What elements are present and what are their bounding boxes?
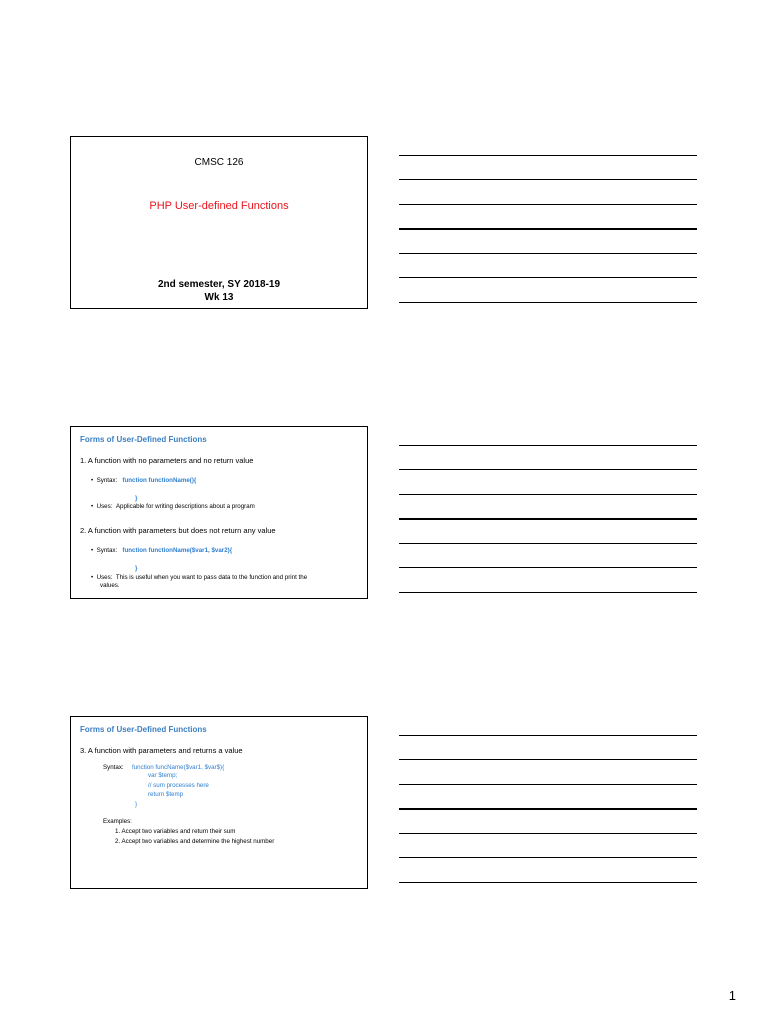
slide-topic: PHP User-defined Functions xyxy=(149,200,289,212)
syntax-label: Syntax: xyxy=(103,764,124,771)
note-line xyxy=(399,494,697,495)
example-item: 2. Accept two variables and determine the highest number xyxy=(115,838,275,845)
code-line: return $temp xyxy=(148,791,184,798)
note-line xyxy=(399,228,697,230)
close-brace: } xyxy=(135,495,138,502)
code-line: var $temp; xyxy=(148,772,178,779)
examples-label: Examples: xyxy=(103,818,132,825)
note-line xyxy=(399,179,697,180)
note-line xyxy=(399,253,697,254)
slide-1-title xyxy=(70,136,368,309)
close-brace: } xyxy=(135,565,138,572)
note-line xyxy=(399,445,697,446)
syntax-label: Syntax: xyxy=(96,477,118,484)
semester: 2nd semester, SY 2018-19 xyxy=(157,279,281,290)
note-line xyxy=(399,302,697,303)
slide-heading: Forms of User-Defined Functions xyxy=(80,435,207,444)
note-line xyxy=(399,808,697,810)
page-number: 1 xyxy=(728,988,736,1003)
note-line xyxy=(399,277,697,278)
code-line: // sum processes here xyxy=(148,782,209,789)
note-line xyxy=(399,759,697,760)
course-code: CMSC 126 xyxy=(194,157,244,168)
note-line xyxy=(399,735,697,736)
code-line: function funcName($var1, $var$){ xyxy=(132,764,225,771)
form-item-3: 3. A function with parameters and returns a value xyxy=(80,746,243,755)
note-line xyxy=(399,592,697,593)
week: Wk 13 xyxy=(204,292,234,303)
example-item: 1. Accept two variables and return their sum xyxy=(115,828,236,835)
note-line xyxy=(399,204,697,205)
slide-3-forms xyxy=(70,716,368,889)
semester-info xyxy=(71,278,367,304)
note-line xyxy=(399,882,697,883)
uses-label: Uses: xyxy=(96,574,113,581)
syntax-code: function functionName(){ xyxy=(122,477,197,484)
note-line xyxy=(399,833,697,834)
note-line xyxy=(399,155,697,156)
slide-2-forms xyxy=(70,426,368,599)
code-line: } xyxy=(135,801,138,808)
syntax-code: function functionName($var1, $var2){ xyxy=(122,547,233,554)
uses-row-2 xyxy=(91,574,307,582)
syntax-row-1 xyxy=(91,477,196,485)
bullet: • xyxy=(91,574,97,581)
note-line xyxy=(399,543,697,544)
note-line xyxy=(399,469,697,470)
note-line xyxy=(399,784,697,785)
bullet: • xyxy=(91,477,97,484)
bullet: • xyxy=(91,503,97,510)
uses-label: Uses: xyxy=(96,503,113,510)
form-item-1: 1. A function with no parameters and no return value xyxy=(80,456,254,465)
uses-row-1 xyxy=(91,503,255,511)
bullet: • xyxy=(91,547,97,554)
note-line xyxy=(399,567,697,568)
uses-text-continued: values. xyxy=(100,582,120,589)
syntax-label: Syntax: xyxy=(96,547,118,554)
note-line xyxy=(399,518,697,520)
form-item-2: 2. A function with parameters but does not return any value xyxy=(80,526,276,535)
slide-heading: Forms of User-Defined Functions xyxy=(80,725,207,734)
uses-text: This is useful when you want to pass data to the function and print the xyxy=(115,574,308,581)
syntax-row-2 xyxy=(91,547,232,555)
uses-text: Applicable for writing descriptions about a program xyxy=(115,503,255,510)
note-line xyxy=(399,857,697,858)
